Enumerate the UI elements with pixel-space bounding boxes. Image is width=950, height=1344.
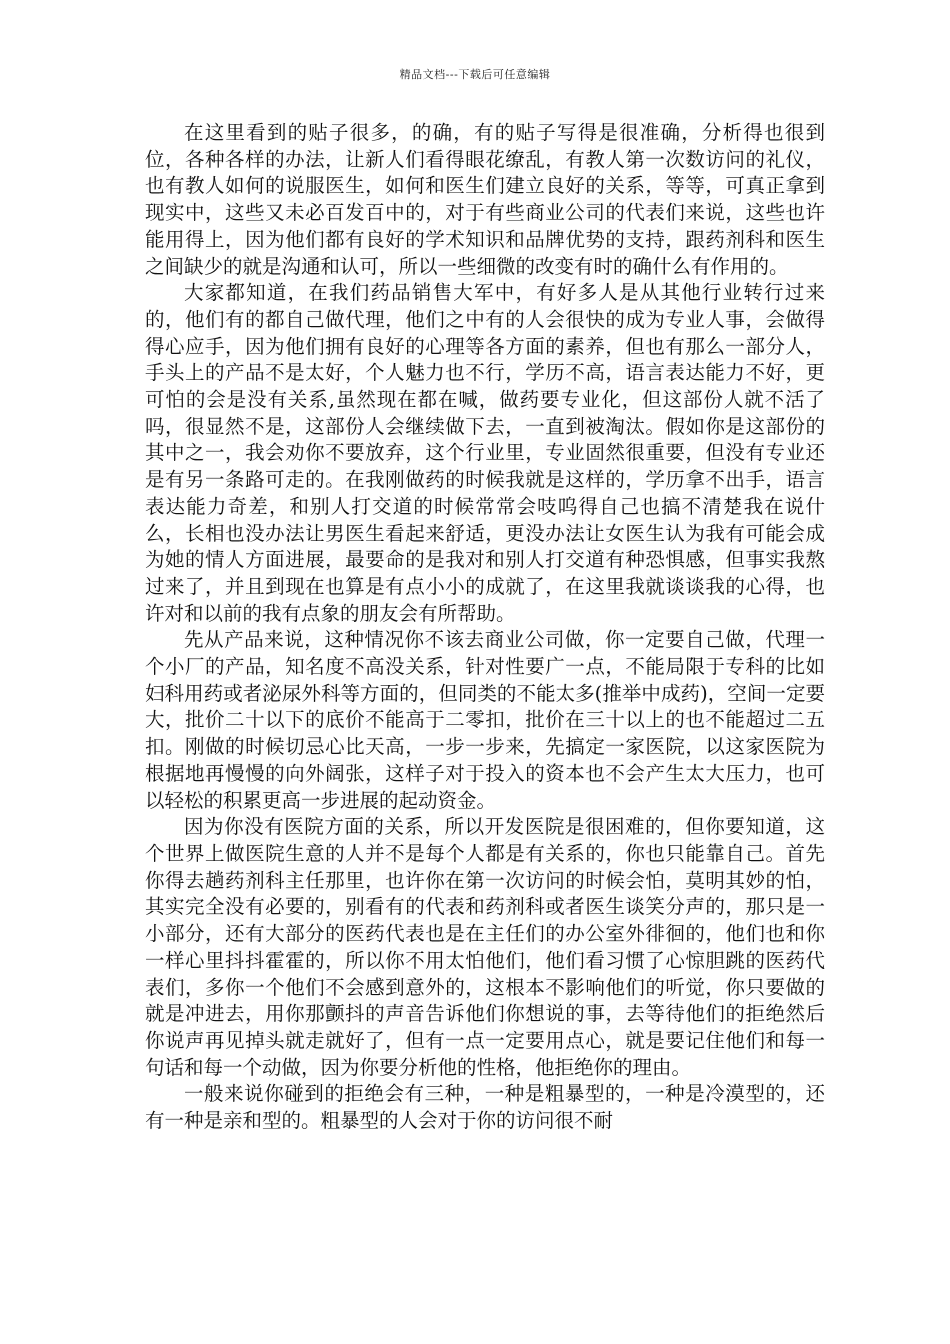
paragraph: 一般来说你碰到的拒绝会有三种，一种是粗暴型的，一种是冷漠型的，还有一种是亲和型的。粗暴型的人会对于你的访问很不耐 bbox=[145, 1082, 825, 1133]
paragraph: 因为你没有医院方面的关系，所以开发医院是很困难的，但你要知道，这个世界上做医院生意的人并不是每个人都是有关系的，你也只能靠自己。首先你得去趟药剂科主任那里，也许你在第一次访问的时候会怕，莫明其妙的怕，其实完全没有必要的，别看有的代表和药剂科或者医生谈笑分声的，那只是一小部分，还有大部分的医药代表也是在主任们的办公室外徘徊的，他们也和你一样心里抖抖霍霍的，所以你不用太怕他们，他们看习惯了心惊胆跳的医药代表们，多你一个他们不会感到意外的，这根本不影响他们的听觉，你只要做的就是冲进去，用你那颤抖的声音告诉他们你想说的事，去等待他们的拒绝然后你说声再见掉头就走就好了，但有一点一定要用点心，就是要记住他们和每一句话和每一个动做，因为你要分析他的性格，他拒绝你的理由。 bbox=[145, 815, 825, 1079]
page-header: 精品文档---下载后可任意编辑 bbox=[399, 68, 551, 81]
paragraph: 大家都知道，在我们药品销售大军中，有好多人是从其他行业转行过来的，他们有的都自己做代理，他们之中有的人会很快的成为专业人事，会做得得心应手，因为他们拥有良好的心理等各方面的素养，但也有那么一部分人，手头上的产品不是太好，个人魅力也不行，学历不高，语言表达能力不好，更可怕的会是没有关系,虽然现在都在喊，做药要专业化，但这部份人就不活了吗，很显然不是，这部份人会继续做下去，一直到被淘汰。假如你是这部份的其中之一，我会劝你不要放弃，这个行业里，专业固然很重要，但没有专业还是有另一条路可走的。在我刚做药的时候我就是这样的，学历拿不出手，语言表达能力奇差，和别人打交道的时候常常会吱呜得自己也搞不清楚我在说什么，长相也没办法让男医生看起来舒适，更没办法让女医生认为我有可能会成为她的情人方面进展，最要命的是我对和别人打交道有种恐惧感，但事实我熬过来了，并且到现在也算是有点小小的成就了，在这里我就谈谈我的心得，也许对和以前的我有点象的朋友会有所帮助。 bbox=[145, 281, 825, 625]
paragraph: 在这里看到的贴子很多，的确，有的贴子写得是很准确，分析得也很到位，各种各样的办法，让新人们看得眼花缭乱，有教人第一次数访问的礼仪，也有教人如何的说服医生，如何和医生们建立良好的关系，等等，可真正拿到现实中，这些又未必百发百中的，对于有些商业公司的代表们来说，这些也许能用得上，因为他们都有良好的学术知识和品牌优势的支持，跟药剂科和医生之间缺少的就是沟通和认可，所以一些细微的改变有时的确什么有作用的。 bbox=[145, 121, 825, 278]
paragraph: 先从产品来说，这种情况你不该去商业公司做，你一定要自己做，代理一个小厂的产品，知名度不高没关系，针对性要广一点，不能局限于专科的比如妇科用药或者泌尿外科等方面的，但同类的不能太多(推举中成药)，空间一定要大，批价二十以下的底价不能高于二零扣，批价在三十以上的也不能超过二五扣。刚做的时候切忌心比天高，一步一步来，先搞定一家医院，以这家医院为根据地再慢慢的向外阔张，这样子对于投入的资本也不会产生太大压力，也可以轻松的积累更高一步进展的起动资金。 bbox=[145, 628, 825, 812]
article-body bbox=[145, 120, 825, 1135]
